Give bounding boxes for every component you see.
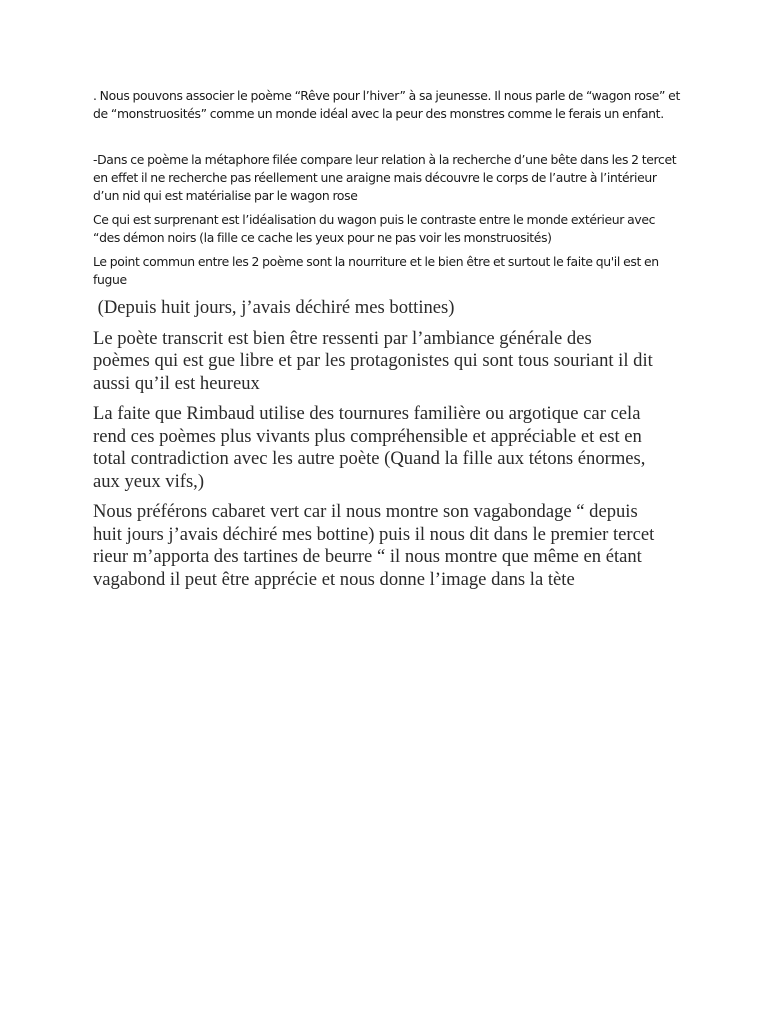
text-line: Ce qui est surprenant est l’idéalisation du wagon puis le contraste entre le monde extérieur avec xyxy=(93,212,656,227)
text-line: poèmes qui est gue libre et par les protagonistes qui sont tous souriant il dit xyxy=(93,350,653,371)
paragraph-citation-bottines xyxy=(93,297,683,320)
text-line: d’un nid qui est matérialise par le wagon rose xyxy=(93,188,358,203)
text-line: rieur m’apporta des tartines de beurre “ il nous montre que même en étant xyxy=(93,546,642,567)
text-line: huit jours j’avais déchiré mes bottine) puis il nous dit dans le premier tercet xyxy=(93,523,655,545)
text-line: total contradiction avec les autre poète (Quand la fille aux tétons énormes, xyxy=(93,448,646,469)
text-line: Nous préférons cabaret vert car il nous montre son vagabondage “ depuis xyxy=(93,501,638,522)
text-line: de “monstruosités” comme un monde idéal avec la peur des monstres comme le ferais un enfant. xyxy=(93,106,664,121)
text-line: La faite que Rimbaud utilise des tournures familière ou argotique car cela xyxy=(93,403,641,424)
paragraph-point-commun xyxy=(93,253,683,289)
paragraph-tournures-familieres xyxy=(93,403,683,493)
text-line: aussi qu’il est heureux xyxy=(93,372,260,394)
paragraph-reve-pour-lhiver-intro xyxy=(93,87,683,123)
text-line: Le point commun entre les 2 poème sont la nourriture et le bien être et surtout le faite qu'il est en xyxy=(93,254,659,269)
text-line: fugue xyxy=(93,272,127,287)
text-line: aux yeux vifs,) xyxy=(93,470,205,492)
text-line: . Nous pouvons associer le poème “Rêve pour l’hiver” à sa jeunesse. Il nous parle de “wagon rose” et xyxy=(93,88,680,103)
text-line: -Dans ce poème la métaphore filée compare leur relation à la recherche d’une bête dans les 2 tercet xyxy=(93,152,677,167)
paragraph-metaphore-filee xyxy=(93,151,683,205)
document-body xyxy=(93,87,683,591)
paragraph-bien-etre xyxy=(93,328,683,396)
text-line: Le poète transcrit est bien être ressenti par l’ambiance générale des xyxy=(93,327,592,349)
text-line: rend ces poèmes plus vivants plus compréhensible et appréciable et est en xyxy=(93,425,642,447)
paragraph-cabaret-vert xyxy=(93,501,683,591)
text-line: vagabond il peut être apprécie et nous donne l’image dans la tète xyxy=(93,568,575,590)
paragraph-idealisation-wagon xyxy=(93,211,683,247)
text-line: en effet il ne recherche pas réellement une araigne mais découvre le corps de l’autre à l’intérieur xyxy=(93,170,657,185)
text-line: “des démon noirs (la fille ce cache les yeux pour ne pas voir les monstruosités) xyxy=(93,230,552,245)
text-line: (Depuis huit jours, j’avais déchiré mes bottines) xyxy=(93,297,455,318)
